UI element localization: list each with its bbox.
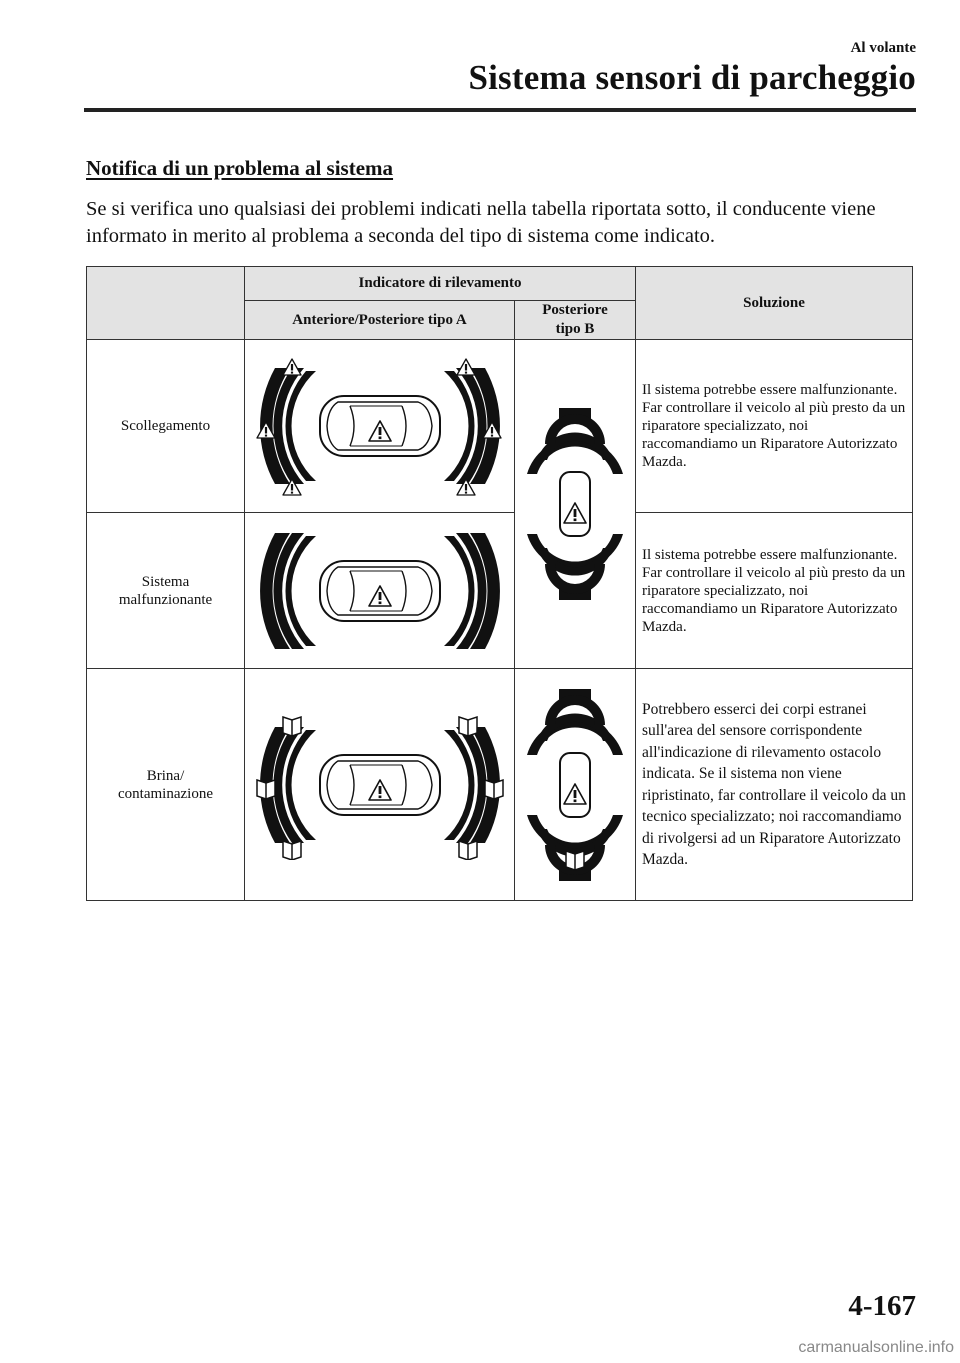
type-a-diagram [250,351,510,501]
solution-malfunction: Il sistema potrebbe essere malfunzionante. Far controllare il veicolo al più presto da un riparatore specializzato, noi raccomandiamo un Riparatore Autorizzato Mazda. [636,513,913,669]
row-label-malfunction [87,513,245,669]
manual-book-icon [257,780,275,799]
row-label-frost-line2: contaminazione [118,785,213,802]
table-row [87,669,913,901]
header-type-a: Anteriore/Posteriore tipo A [245,301,515,340]
manual-book-icon [566,851,584,870]
header-type-b-line2: tipo B [555,321,595,337]
section-title: Sistema sensori di parcheggio [468,58,916,97]
solution-disconnection: Il sistema potrebbe essere malfunzionante. Far controllare il veicolo al più presto da un riparatore specializzato, noi raccomandiamo un Riparatore Autorizzato Mazda. [636,340,913,513]
page-number: 4-167 [848,1290,916,1322]
manual-book-icon [459,717,477,736]
type-b-diagram [520,685,630,885]
manual-book-icon [485,780,503,799]
warning-triangle-icon [457,359,475,375]
row-label-disconnection: Scollegamento [87,340,245,513]
row-label-frost [87,669,245,901]
header-rule [84,108,916,112]
type-a-indicator-frost [245,669,515,901]
row-label-frost-line1: Brina/ [146,767,185,784]
manual-book-icon [459,841,477,860]
header-type-b [515,301,636,340]
type-a-diagram [250,521,510,661]
row-label-malfunction-line2: malfunzionante [118,591,213,608]
manual-book-icon [283,717,301,736]
front-sensor-arcs [260,533,316,649]
solution-frost: Potrebbero esserci dei corpi estranei sull'area del sensore corrispondente all'indicazione di rilevamento ostacolo indicata. Se il sistema non viene ripristinato, far controllare il veicolo da un tecnico specializzato; noi raccomandiamo di rivolgersi ad un Riparatore Autorizzato Mazda. [636,669,913,901]
header-solution: Soluzione [636,267,913,340]
header-detection-indicator: Indicatore di rilevamento [245,267,636,301]
table-row [87,340,913,513]
type-b-diagram [520,404,630,604]
footer-watermark[interactable]: carmanualsonline.info [798,1339,954,1356]
problem-table [86,266,913,901]
type-a-indicator-malfunction [245,513,515,669]
type-b-indicator-disconnection-malfunction [515,340,636,669]
section-heading: Notifica di un problema al sistema [86,156,394,180]
type-b-indicator-frost [515,669,636,901]
chapter-label: Al volante [850,40,916,56]
table-row [87,513,913,669]
row-label-malfunction-line1: Sistema [141,573,190,590]
warning-triangle-icon [283,359,301,375]
intro-paragraph: Se si verifica uno qualsiasi dei problemi indicati nella tabella riportata sotto, il conducente viene informato in merito al problema a seconda del tipo di sistema come indicato. [86,198,876,247]
header-type-b-line1: Posteriore [542,302,608,318]
table-corner [87,267,245,340]
manual-book-icon [283,841,301,860]
type-a-indicator-disconnection [245,340,515,513]
rear-sensor-arcs [444,533,500,649]
type-a-diagram [250,710,510,860]
